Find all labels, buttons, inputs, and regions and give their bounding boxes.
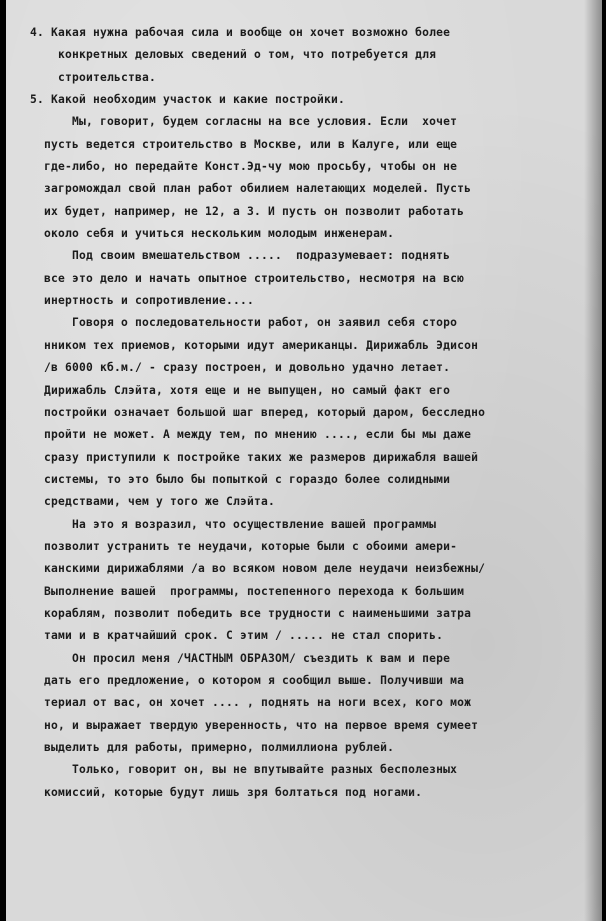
text-line: /в 6000 кб.м./ - сразу построен, и довольно удачно летает.	[30, 361, 451, 375]
text-line: пусть ведется строительство в Москве, или в Калуге, или еще	[30, 137, 458, 151]
typewritten-page	[6, 0, 602, 921]
text-line: где-либо, но передайте Конст.Эд-чу мою просьбу, чтобы он не	[30, 160, 458, 174]
text-line: около себя и учиться нескольким молодым инженерам.	[30, 227, 395, 241]
text-line: 4. Какая нужна рабочая сила и вообще он хочет возможно более	[30, 26, 451, 39]
text-line: Только, говорит он, вы не впутывайте разных бесполезных	[30, 763, 458, 777]
text-line: сразу приступили к постройке таких же размеров дирижабля вашей	[30, 450, 479, 464]
text-line: позволит устранить те неудачи, которые были с обоими амери-	[30, 539, 458, 553]
text-line: постройки означает большой шаг вперед, который даром, бесследно	[30, 405, 486, 419]
text-line: кораблям, позволит победить все трудности с наименьшими затра	[30, 606, 472, 620]
text-line: дать его предложение, о котором я сообщил выше. Получивши ма	[30, 673, 465, 687]
text-line: канскими дирижаблями /а во всяком новом деле неудачи неизбежны/	[30, 562, 486, 576]
text-line: На это я возразил, что осуществление вашей программы	[30, 517, 437, 531]
text-line: загромождал свой план работ обилием налетающих моделей. Пусть	[30, 182, 472, 196]
text-line: Он просил меня /ЧАСТНЫМ ОБРАЗОМ/ съездить к вам и пере	[30, 651, 451, 665]
text-line: системы, то это было бы попыткой с гораздо более солидными	[30, 472, 451, 486]
text-line: строительства.	[30, 70, 157, 84]
text-line: их будет, например, не 12, а 3. И пусть он позволит работать	[30, 204, 465, 218]
text-line: Говоря о последовательности работ, он заявил себя сторо	[30, 316, 458, 330]
text-line: Под своим вмешательством ..... подразумевает: поднять	[30, 249, 451, 263]
text-line: Мы, говорит, будем согласны на все условия. Если хочет	[30, 115, 458, 129]
text-line: Дирижабль Слэйта, хотя еще и не выпущен, но самый факт его	[30, 383, 451, 397]
text-line: комиссий, которые будут лишь зря болтаться под ногами.	[30, 785, 423, 799]
text-line: тами и в кратчайший срок. С этим / ..... не стал спорить.	[30, 629, 444, 643]
text-line: все это дело и начать опытное строительство, несмотря на всю	[30, 271, 465, 285]
text-line: 5. Какой необходим участок и какие постройки.	[30, 93, 346, 107]
text-line: териал от вас, он хочет .... , поднять на ноги всех, кого мож	[30, 696, 472, 710]
text-line: выделить для работы, примерно, полмиллиона рублей.	[30, 741, 395, 754]
typewritten-text	[30, 22, 600, 804]
text-line: средствами, чем у того же Слэйта.	[30, 495, 276, 509]
text-line: конкретных деловых сведений о том, что потребуется для	[30, 48, 437, 62]
text-line: пройти не может. А между тем, по мнению ...., если бы мы даже	[30, 428, 472, 442]
text-line: Выполнение вашей программы, постепенного перехода к большим	[30, 584, 465, 598]
text-line: инертность и сопротивление....	[30, 294, 255, 308]
text-line: нником тех приемов, которыми идут американцы. Дирижабль Эдисон	[30, 338, 479, 352]
text-line: но, и выражает твердую уверенность, что на первое время сумеет	[30, 718, 479, 732]
